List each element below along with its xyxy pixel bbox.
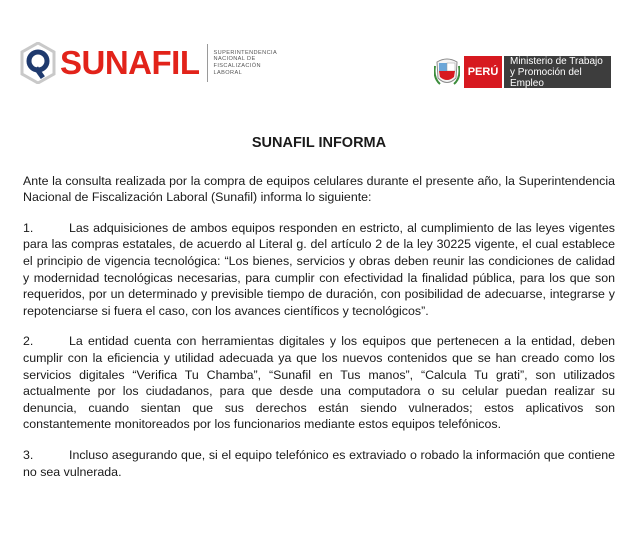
item-number: 1. — [23, 220, 34, 235]
document-title: SUNAFIL INFORMA — [251, 135, 387, 151]
list-item — [23, 220, 615, 320]
list-item — [23, 447, 615, 480]
list-item — [23, 333, 615, 433]
letterhead — [0, 0, 631, 110]
sunafil-emblem-icon — [20, 42, 56, 84]
peru-label: PERÚ — [464, 56, 502, 88]
item-number: 2. — [23, 334, 34, 349]
brand-divider — [207, 44, 208, 82]
brand-subtitle: SUPERINTENDENCIA NACIONAL DE FISCALIZACIÓN LABORAL — [213, 49, 278, 76]
brand-name: SUNAFIL — [60, 44, 200, 81]
item-number: 3. — [23, 447, 34, 462]
sunafil-logo — [20, 42, 286, 84]
ministry-name: Ministerio de Trabajo y Promoción del Empleo — [502, 56, 611, 88]
item-text: Incluso asegurando que, si el equipo telefónico es extraviado o robado la información que contiene no sea vulnerada. — [23, 447, 615, 479]
coat-of-arms-icon — [434, 56, 460, 88]
document-body — [23, 135, 615, 494]
intro-paragraph: Ante la consulta realizada por la compra de equipos celulares durante el presente año, la Superintendencia Nacional de Fiscalización Laboral (Sunafil) informa lo siguiente: — [23, 173, 615, 205]
ministry-logo — [434, 54, 611, 90]
item-text: Las adquisiciones de ambos equipos responden en estricto, al cumplimiento de las leyes vigentes para las compras estatales, de acuerdo al Literal g. del artículo 2 de la ley 30225 vigente, el cual establece el principio de vigencia tecnológica: “Los bienes, servicios y obras deben reunir las condiciones de calidad y modernidad tecnológicas necesarias, para cumplir con efectividad la finalidad pública, para los que son requeridos, por un determinado y previsible tiempo de duración, con posibilidad de adecuarse, integrarse y repotenciarse si fuera el caso, con los avances científicos y tecnológicos”. — [23, 220, 615, 318]
item-text: La entidad cuenta con herramientas digitales y los equipos que pertenecen a la entidad, deben cumplir con la eficiencia y utilidad adecuada ya que los nuevos contenidos que se han creado como los servicios digitales “Verifica Tu Chamba”, “Sunafil en Tus manos”, “Calcula Tu grati”, son utilizados actualmente por los ciudadanos, para que desde una computadora o su celular puedan realizar su denuncia, cuando sientan que sus derechos están siendo vulnerados; estos aplicativos son constantemente monitoreados por los funcionarios mediante estos equipos telefónicos. — [23, 334, 615, 432]
